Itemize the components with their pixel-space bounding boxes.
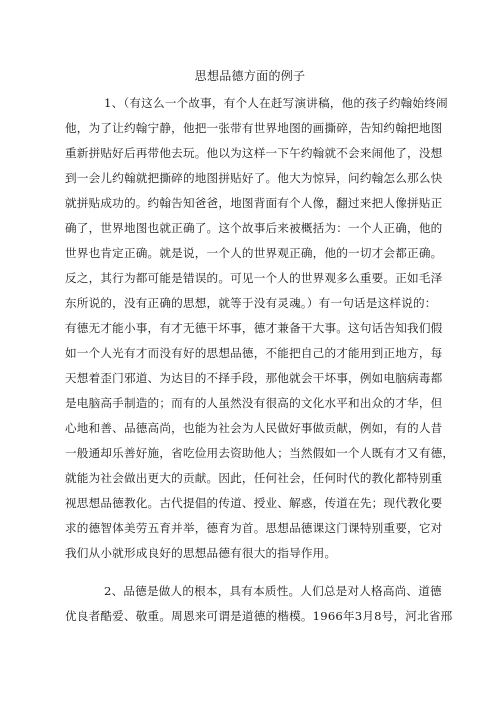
paragraph-line: 就拼贴成功的。约翰告知爸爸，地图背面有个人像，翻过来把人像拼贴正: [65, 196, 443, 210]
paragraph-line: 求的德智体美劳五育并举，德育为首。思想品德课这门课特别重要，它对: [65, 521, 443, 535]
paragraph-line: 确了，世界地图也就正确了。这个故事后来被概括为：一个人正确，他的: [65, 221, 443, 235]
paragraph-line: 视思想品德教化。古代提倡的传道、授业、解惑，传道在先；现代教化要: [65, 496, 443, 510]
paragraph-line: 我们从小就形成良好的思想品德有很大的指导作用。: [65, 546, 337, 560]
paragraph-line: 到一会儿约翰就把撕碎的地图拼贴好了。他大为惊异，问约翰怎么那么快: [65, 171, 443, 185]
paragraph-line: 1、（有这么一个故事，有个人在赶写演讲稿，他的孩子约翰始终闹: [104, 96, 448, 110]
paragraph-line: 世界也肯定正确。就是说，一个人的世界观正确，他的一切才会都正确。: [65, 246, 443, 260]
paragraph-line: 天想着歪门邪道、为达目的不择手段，那他就会干坏事，例如电脑病毒都: [65, 371, 443, 385]
paragraph-line: 有德无才能小事，有才无德干坏事，德才兼备干大事。这句话告知我们假: [65, 321, 443, 335]
paragraph-line: 反之，其行为都可能是错误的。可见一个人的世界观多么重要。正如毛泽: [65, 271, 443, 285]
paragraph-line: 如一个人光有才而没有好的思想品德，不能把自己的才能用到正地方，每: [65, 346, 443, 360]
paragraph-line: 优良者酷爱、敬重。周恩来可谓是道德的楷模。1966年3月8号，河北省邢: [65, 609, 453, 623]
paragraph-line: 东所说的，没有正确的思想，就等于没有灵魂。）有一句话是这样说的：: [65, 296, 437, 310]
document-title: 思想品德方面的例子: [194, 69, 306, 83]
paragraph-line: 心地和善、品德高尚，也能为社会为人民做好事做贡献，例如，有的人昔: [65, 421, 443, 435]
paragraph-line: 2、品德是做人的根本，具有本质性。人们总是对人格高尚、道德: [104, 584, 442, 598]
paragraph-line: 一般通却乐善好施，省吃俭用去资助他人；当然假如一个人既有才又有德，: [65, 446, 455, 460]
paragraph-line: 就能为社会做出更大的贡献。因此，任何社会，任何时代的教化都特别重: [65, 471, 443, 485]
paragraph-line: 是电脑高手制造的；而有的人虽然没有很高的文化水平和出众的才华，但: [65, 396, 443, 410]
paragraph-line: 他，为了让约翰宁静，他把一张带有世界地图的画撕碎，告知约翰把地图: [65, 121, 443, 135]
paragraph-line: 重新拼贴好后再带他去玩。他以为这样一下午约翰就不会来闹他了，没想: [65, 146, 443, 160]
